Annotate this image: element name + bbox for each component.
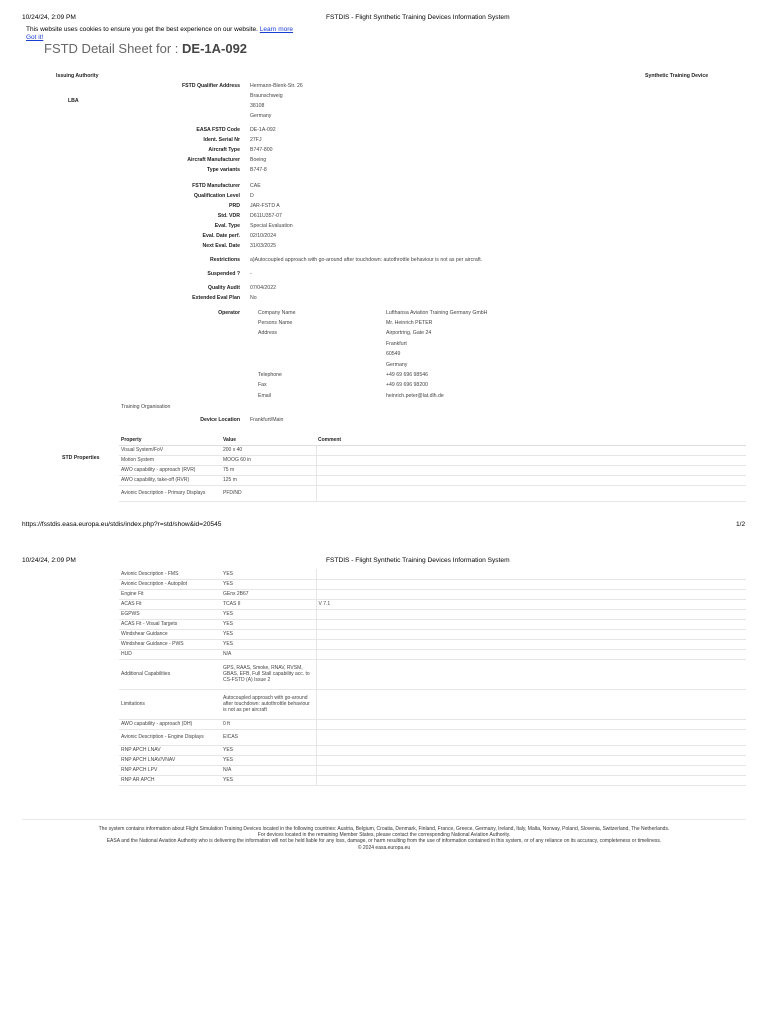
cell-comment — [316, 765, 746, 775]
table-row — [119, 609, 746, 619]
cell-comment — [316, 649, 746, 659]
cell-property: ACAS Fit - Visual Targets — [119, 619, 221, 629]
cell-value: YES — [221, 775, 316, 785]
table-row — [119, 485, 746, 501]
cell-comment — [316, 719, 746, 729]
suspended-value: - — [250, 271, 252, 277]
cell-property: ACAS Fit — [119, 599, 221, 609]
cell-property: Avionic Description - Primary Displays — [119, 485, 221, 501]
header-value: Value — [221, 436, 316, 445]
training-org-label: Training Organisation — [121, 404, 171, 410]
operator-email: heinrich.peter@lat.dlh.de — [386, 393, 444, 399]
field-value: DE-1A-092 — [250, 127, 276, 133]
cell-comment — [316, 579, 746, 589]
cell-property: RNP APCH LPV — [119, 765, 221, 775]
table-row — [119, 619, 746, 629]
cell-property: Avionic Description - FMS — [119, 569, 221, 579]
operator-address-label: Address — [258, 330, 278, 336]
field-value: 31/03/2025 — [250, 243, 276, 249]
print-footer-url: https://fsstdis.easa.europa.eu/stdis/index.php?r=std/show&id=20545 — [22, 521, 222, 528]
cell-value: GEnx 2B67 — [221, 589, 316, 599]
field-label: Qualification Level — [193, 193, 240, 199]
cell-value: 125 m — [221, 475, 316, 485]
disclaimer-line: EASA and the National Aviation Authority who is delivering the information will not be held liable for any loss, damage, or harm resulting from the use of information contained in this system, or of any reliance on its accuracy, completeness or timeliness. — [106, 838, 662, 845]
cell-comment — [316, 455, 746, 465]
table-header-row — [119, 436, 746, 445]
table-row — [119, 745, 746, 755]
cell-value: 75 m — [221, 465, 316, 475]
suspended-label: Suspended ? — [207, 271, 240, 277]
quality-audit-value: 07/04/2022 — [250, 285, 276, 291]
extended-eval-label: Extended Eval Plan — [192, 295, 240, 301]
cell-comment — [316, 639, 746, 649]
cell-value: N/A — [221, 649, 316, 659]
table-row — [119, 755, 746, 765]
page-title-prefix: FSTD Detail Sheet for : — [44, 41, 179, 56]
operator-fax-label: Fax — [258, 382, 267, 388]
table-row — [119, 649, 746, 659]
device-type-label: Synthetic Training Device — [645, 73, 709, 79]
field-value: 27FJ — [250, 137, 262, 143]
table-row — [119, 599, 746, 609]
field-label: Eval. Date perf. — [202, 233, 240, 239]
field-value: D — [250, 193, 254, 199]
cell-property: EGPWS — [119, 609, 221, 619]
field-value: CAE — [250, 183, 261, 189]
field-label: Aircraft Type — [208, 147, 240, 153]
field-value: Boeing — [250, 157, 267, 163]
cell-property: Avionic Description - Autopilot — [119, 579, 221, 589]
table-row — [119, 475, 746, 485]
restrictions-value: a)Autocoupled approach with go-around after touchdown: autothrottle behaviour is not as per aircraft. — [250, 257, 483, 263]
cell-property: AWO capability, take-off (RVR) — [119, 475, 221, 485]
field-label: PRD — [229, 203, 240, 209]
table-row — [119, 775, 746, 785]
cell-comment — [316, 485, 746, 501]
field-label: Type variants — [206, 167, 240, 173]
table-row — [119, 589, 746, 599]
cell-property: RNP APCH LNAV/VNAV — [119, 755, 221, 765]
cell-comment — [316, 619, 746, 629]
std-properties-label: STD Properties — [62, 455, 100, 461]
header-property: Property — [119, 436, 221, 445]
operator-telephone: +49 69 696 98546 — [386, 372, 428, 378]
cell-value: YES — [221, 619, 316, 629]
qualifier-address-line: Hermann-Blenk-Str. 26 — [250, 83, 303, 89]
cell-comment — [316, 589, 746, 599]
cell-value: YES — [221, 629, 316, 639]
cell-value: YES — [221, 609, 316, 619]
cell-property: Visual System/FoV — [119, 445, 221, 455]
field-value: B747-8 — [250, 167, 267, 173]
cell-property: Additional Capabilities — [119, 659, 221, 689]
operator-persons-label: Persons Name — [258, 320, 293, 326]
field-label: Eval. Type — [214, 223, 240, 229]
cell-property: Limitations — [119, 689, 221, 719]
table-row — [119, 765, 746, 775]
cookie-got-it-link[interactable]: Got it! — [26, 34, 44, 41]
footer-divider — [22, 819, 746, 820]
table-row — [119, 569, 746, 579]
qualifier-address-label: FSTD Qualifier Address — [181, 83, 240, 89]
field-value: D611U357-07 — [250, 213, 282, 219]
field-value: B747-800 — [250, 147, 273, 153]
std-properties-table — [119, 436, 746, 502]
cell-property: AWO capability - approach (RVR) — [119, 465, 221, 475]
table-row — [119, 465, 746, 475]
field-value: JAR-FSTD A — [250, 203, 280, 209]
cell-comment — [316, 629, 746, 639]
table-row — [119, 719, 746, 729]
operator-fax: +49 69 696 98200 — [386, 382, 428, 388]
field-label: Ident. Serial Nr — [203, 137, 240, 143]
table-row — [119, 455, 746, 465]
operator-address-line: 60549 — [386, 351, 401, 357]
operator-persons: Mr. Heinrich PETER — [386, 320, 433, 326]
cell-value: N/A — [221, 765, 316, 775]
field-label: FSTD Manufacturer — [192, 183, 240, 189]
extended-eval-value: No — [250, 295, 257, 301]
issuing-authority-label: Issuing Authority — [56, 73, 99, 79]
qualifier-address-line: 38108 — [250, 103, 265, 109]
header-comment: Comment — [316, 436, 746, 445]
operator-label: Operator — [218, 310, 240, 316]
print-header-date: 10/24/24, 2:09 PM — [22, 14, 76, 21]
cell-value: EICAS — [221, 729, 316, 745]
cell-comment — [316, 475, 746, 485]
cookie-banner — [26, 26, 293, 33]
cell-value: PFD/ND — [221, 485, 316, 501]
table-row — [119, 579, 746, 589]
field-label: Aircraft Manufacturer — [187, 157, 240, 163]
field-value: Special Evaluation — [250, 223, 293, 229]
operator-company: Lufthansa Aviation Training Germany GmbH — [386, 310, 488, 316]
device-location-value: Frankfurt/Main — [250, 417, 284, 423]
table-row — [119, 689, 746, 719]
print-footer-page: 1/2 — [736, 521, 746, 528]
quality-audit-label: Quality Audit — [207, 285, 240, 291]
operator-address-line: Germany — [386, 362, 408, 368]
cell-comment — [316, 729, 746, 745]
field-value: 02/10/2024 — [250, 233, 276, 239]
issuing-authority-value: LBA — [68, 98, 79, 104]
device-location-label: Device Location — [200, 417, 240, 423]
cell-property: AWO capability - approach (DH) — [119, 719, 221, 729]
cell-comment: V 7.1 — [316, 599, 746, 609]
cell-value: YES — [221, 745, 316, 755]
field-label: EASA FSTD Code — [196, 127, 240, 133]
cell-value: 0 ft — [221, 719, 316, 729]
cell-property: HUD — [119, 649, 221, 659]
cell-comment — [316, 659, 746, 689]
cell-comment — [316, 465, 746, 475]
operator-telephone-label: Telephone — [258, 372, 282, 378]
std-properties-table-continued — [119, 569, 746, 786]
operator-email-label: Email — [258, 393, 271, 399]
page-title — [44, 41, 247, 56]
cell-value: TCAS II — [221, 599, 316, 609]
cell-comment — [316, 689, 746, 719]
cell-value: YES — [221, 639, 316, 649]
restrictions-label: Restrictions — [210, 257, 240, 263]
cell-property: Motion System — [119, 455, 221, 465]
cell-value: YES — [221, 569, 316, 579]
cell-comment — [316, 569, 746, 579]
field-label: Std. VDR — [217, 213, 240, 219]
cell-value: GPS, RAAS, Smoke, RNAV, RVSM, GBAS, EFB, Full Stall capability acc. to CS-FSTD (A) Issue 2 — [221, 659, 316, 689]
cell-property: Avionic Description - Engine Displays — [119, 729, 221, 745]
table-row — [119, 445, 746, 455]
print-header-title: FSTDIS - Flight Synthetic Training Devices Information System — [326, 557, 510, 564]
cell-property: Engine Fit — [119, 589, 221, 599]
cell-value: Autocoupled approach with go-around after touchdown: autothrottle behaviour is not as per aircraft — [221, 689, 316, 719]
cookie-learn-more-link[interactable]: Learn more — [259, 26, 294, 33]
disclaimer-line: For devices located in the remaining Member States, please contact the corresponding National Aviation Authority. — [257, 832, 511, 839]
cell-comment — [316, 775, 746, 785]
qualifier-address-line: Braunschweig — [250, 93, 283, 99]
disclaimer-footer — [0, 826, 768, 851]
cell-value: MOOG 60 in — [221, 455, 316, 465]
cell-property: Windshear Guidance - PWS — [119, 639, 221, 649]
operator-address-line: Frankfurt — [386, 341, 407, 347]
copyright: © 2024 easa.europa.eu — [357, 844, 411, 851]
disclaimer-line: The system contains information about Flight Simulation Training Devices located in the following countries: Austria, Belgium, Croatia, Denmark, Finland, France, Greece, Germany, Ireland, Italy, Malta, Norway, Poland, Slovenia, Switzerland, The Netherlands. — [98, 826, 670, 832]
table-row — [119, 629, 746, 639]
table-row — [119, 639, 746, 649]
operator-company-label: Company Name — [258, 310, 296, 316]
cell-comment — [316, 745, 746, 755]
operator-address-line: Airportring, Gate 24 — [386, 330, 432, 336]
cell-value: YES — [221, 579, 316, 589]
print-header-title: FSTDIS - Flight Synthetic Training Devices Information System — [326, 14, 510, 21]
field-label: Next Eval. Date — [202, 243, 240, 249]
print-header-date: 10/24/24, 2:09 PM — [22, 557, 76, 564]
qualifier-address-line: Germany — [250, 113, 272, 119]
cell-comment — [316, 609, 746, 619]
cell-property: Windshear Guidance — [119, 629, 221, 639]
cell-value: 200 x 40 — [221, 445, 316, 455]
cell-property: RNP APCH LNAV — [119, 745, 221, 755]
table-row — [119, 659, 746, 689]
table-row — [119, 729, 746, 745]
cell-value: YES — [221, 755, 316, 765]
cell-comment — [316, 445, 746, 455]
page-title-id: DE-1A-092 — [182, 41, 248, 56]
cookie-text: This website uses cookies to ensure you get the best experience on our website. — [26, 26, 258, 33]
cell-property: RNP AR APCH — [119, 775, 221, 785]
cell-comment — [316, 755, 746, 765]
